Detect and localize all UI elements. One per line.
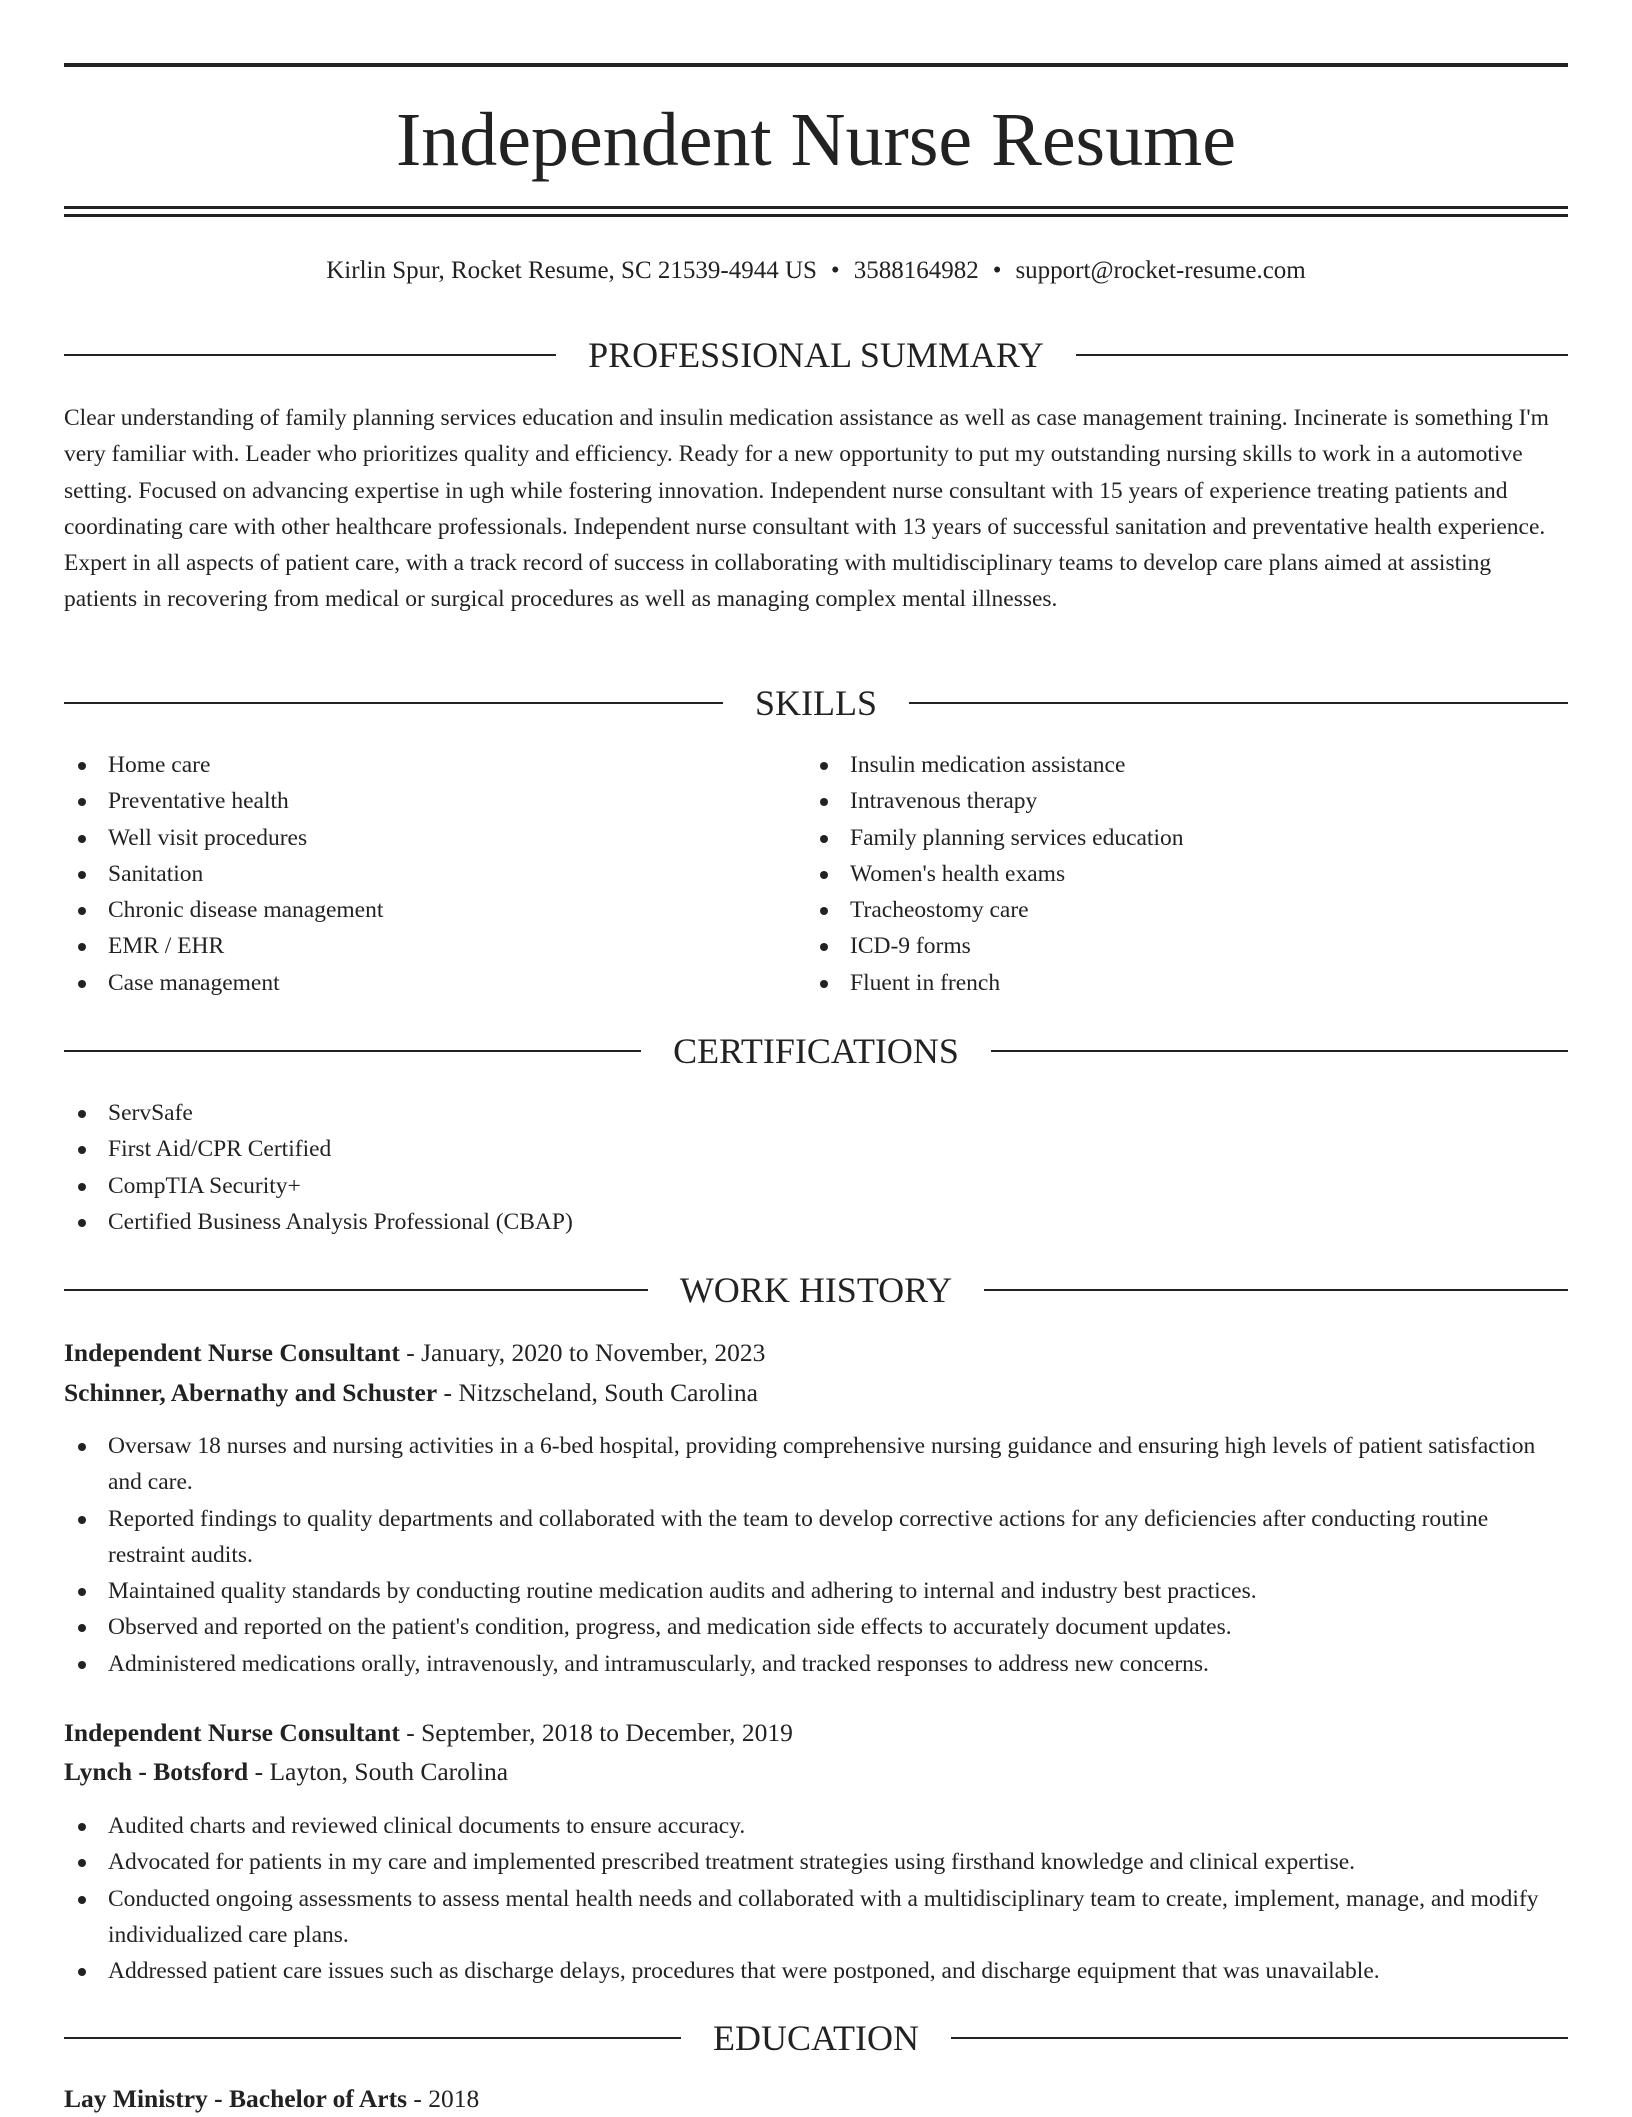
contact-address: Kirlin Spur, Rocket Resume, SC 21539-4944 US (326, 257, 817, 284)
job-bullet: Administered medications orally, intravenously, and intramuscularly, and tracked responses to address new concerns. (64, 1646, 1568, 1682)
job-location: - Layton, South Carolina (248, 1757, 509, 1786)
certifications-section-header (64, 1028, 1568, 1074)
skill-item: Tracheostomy care (806, 892, 1566, 928)
section-rule (64, 702, 723, 704)
work-section-header (64, 1267, 1568, 1313)
job-location: - Nitzscheland, South Carolina (437, 1378, 758, 1407)
header-rule-2 (64, 214, 1568, 217)
summary-text: Clear understanding of family planning services education and insulin medication assistance as well as case management training. Incinerate is something I'm very familiar with. Leader who prioritizes quality and efficiency. Ready for a new opportunity to put my outstanding nursing skills to work in a automotive setting. Focused on advancing expertise in ugh while fostering innovation. Independent nurse consultant with 15 years of experience treating patients and coordinating care with other healthcare professionals. Independent nurse consultant with 13 years of successful sanitation and preventative health experience. Expert in all aspects of patient care, with a track record of success in collaborating with multidisciplinary teams to develop care plans aimed at assisting patients in recovering from medical or surgical procedures as well as managing complex mental illnesses. (64, 405, 1549, 613)
skill-item: Preventative health (64, 783, 784, 819)
skill-item: Family planning services education (806, 820, 1566, 856)
skill-item: Sanitation (64, 856, 784, 892)
job-bullet: Addressed patient care issues such as discharge delays, procedures that were postponed, and discharge equipment that was unavailable. (64, 1953, 1568, 1989)
contact-phone: 3588164982 (853, 257, 979, 284)
section-rule (64, 354, 556, 356)
job-bullet: Observed and reported on the patient's condition, progress, and medication side effects to accurately document updates. (64, 1609, 1568, 1645)
skill-item: ICD-9 forms (806, 928, 1566, 964)
contact-line (64, 254, 1568, 288)
job-bullet: Conducted ongoing assessments to assess mental health needs and collaborated with a multidisciplinary team to create, implement, manage, and modify individualized care plans. (64, 1881, 1568, 1954)
education-heading: EDUCATION (713, 2018, 919, 2058)
skills-list-left (64, 747, 784, 1001)
skill-item: Intravenous therapy (806, 783, 1566, 819)
summary-section-header (64, 332, 1568, 378)
skill-item: Women's health exams (806, 856, 1566, 892)
certifications-heading: CERTIFICATIONS (673, 1031, 959, 1071)
job-bullets (64, 1808, 1568, 1989)
summary-heading: PROFESSIONAL SUMMARY (588, 335, 1044, 375)
skill-item: Fluent in french (806, 965, 1566, 1001)
job-company: Lynch - Botsford (64, 1757, 249, 1786)
section-rule (991, 1050, 1568, 1052)
work-heading: WORK HISTORY (679, 1270, 953, 1310)
skill-item: Case management (64, 965, 784, 1001)
job-title: Independent Nurse Consultant (64, 1338, 400, 1367)
section-rule (64, 1289, 648, 1291)
skill-item: Insulin medication assistance (806, 747, 1566, 783)
job-dates: - September, 2018 to December, 2019 (399, 1718, 793, 1747)
skill-item: Well visit procedures (64, 820, 784, 856)
job-title: Independent Nurse Consultant (64, 1718, 400, 1747)
section-rule (984, 1289, 1568, 1291)
section-rule (64, 2037, 681, 2039)
contact-email: support@rocket-resume.com (1015, 257, 1306, 284)
job-bullet: Audited charts and reviewed clinical documents to ensure accuracy. (64, 1808, 1568, 1844)
section-rule (909, 702, 1568, 704)
skill-item: Home care (64, 747, 784, 783)
skills-section-header (64, 680, 1568, 726)
section-rule (951, 2037, 1568, 2039)
header-rule-1 (64, 206, 1568, 209)
job-bullet: Reported findings to quality departments and collaborated with the team to develop corrective actions for any deficiencies after conducting routine restraint audits. (64, 1501, 1568, 1574)
job-company-line (64, 1375, 1568, 1411)
job-title-line (64, 1335, 1568, 1371)
job-title-line (64, 1715, 1568, 1751)
job-company-line (64, 1754, 1568, 1790)
education-degree: Lay Ministry - Bachelor of Arts (64, 2084, 408, 2113)
resume-title: Independent Nurse Resume (396, 98, 1236, 182)
skills-heading: SKILLS (755, 683, 878, 723)
education-year: - 2018 (407, 2084, 480, 2113)
job-company: Schinner, Abernathy and Schuster (64, 1378, 438, 1407)
certification-item: CompTIA Security+ (64, 1168, 1568, 1204)
skill-item: EMR / EHR (64, 928, 784, 964)
certification-item: Certified Business Analysis Professional (CBAP) (64, 1204, 1568, 1240)
job-bullets (64, 1428, 1568, 1682)
job-bullet: Maintained quality standards by conducting routine medication audits and adhering to internal and industry best practices. (64, 1573, 1568, 1609)
skills-list-right (806, 747, 1566, 1001)
certification-item: First Aid/CPR Certified (64, 1131, 1568, 1167)
section-rule (1076, 354, 1568, 356)
job-bullet: Oversaw 18 nurses and nursing activities in a 6-bed hospital, providing comprehensive nursing guidance and ensuring high levels of patient satisfaction and care. (64, 1428, 1568, 1501)
job-dates: - January, 2020 to November, 2023 (399, 1338, 766, 1367)
skill-item: Chronic disease management (64, 892, 784, 928)
certification-item: ServSafe (64, 1095, 1568, 1131)
header-top-rule (64, 63, 1568, 67)
job-bullet: Advocated for patients in my care and implemented prescribed treatment strategies using firsthand knowledge and clinical expertise. (64, 1844, 1568, 1880)
section-rule (64, 1050, 641, 1052)
contact-separator: • (992, 257, 1002, 284)
certifications-list (64, 1095, 1568, 1240)
education-section-header (64, 2015, 1568, 2061)
contact-separator: • (830, 257, 840, 284)
